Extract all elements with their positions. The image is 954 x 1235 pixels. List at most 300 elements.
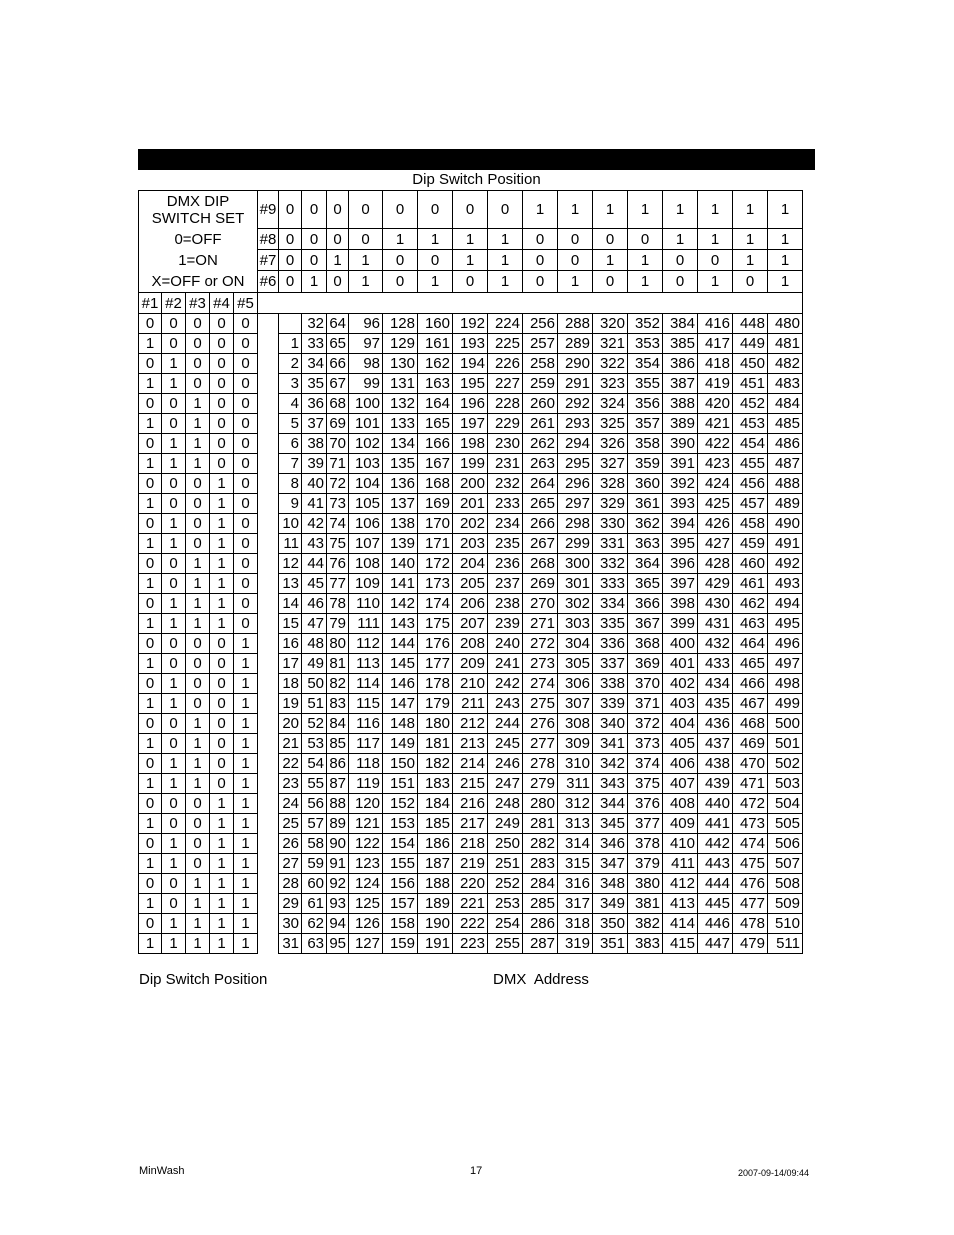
low-switch-value: 1 [210, 574, 234, 594]
low-switch-value: 0 [234, 494, 258, 514]
dmx-address-cell: 207 [453, 614, 488, 634]
low-switch-value: 1 [210, 934, 234, 954]
dmx-address-cell: 384 [663, 314, 698, 334]
dmx-address-cell: 280 [523, 794, 558, 814]
dmx-address-cell: 408 [663, 794, 698, 814]
low-switch-value: 0 [210, 334, 234, 354]
dmx-address-cell: 230 [488, 434, 523, 454]
dmx-address-table [138, 190, 803, 954]
dmx-address-cell: 443 [698, 854, 733, 874]
high-switch-label: #8 [258, 229, 279, 250]
dmx-address-cell: 149 [383, 734, 418, 754]
dmx-address-cell: 344 [593, 794, 628, 814]
dmx-address-cell: 465 [733, 654, 768, 674]
dmx-address-cell: 208 [453, 634, 488, 654]
dmx-address-cell: 48 [302, 634, 327, 654]
spacer-cell [258, 814, 279, 834]
spacer-cell [258, 554, 279, 574]
dmx-address-cell: 57 [302, 814, 327, 834]
high-switch-value: 0 [383, 271, 418, 293]
dmx-address-cell: 378 [628, 834, 663, 854]
dmx-address-cell: 147 [383, 694, 418, 714]
dmx-address-cell: 490 [768, 514, 803, 534]
dmx-address-cell: 171 [418, 534, 453, 554]
high-switch-value: 0 [663, 271, 698, 293]
dmx-address-cell: 119 [349, 774, 383, 794]
dmx-address-cell: 434 [698, 674, 733, 694]
dmx-address-cell: 244 [488, 714, 523, 734]
low-switch-value: 0 [210, 734, 234, 754]
spacer-cell [258, 674, 279, 694]
dmx-address-cell: 92 [327, 874, 349, 894]
dmx-address-cell: 206 [453, 594, 488, 614]
dmx-address-cell: 324 [593, 394, 628, 414]
dmx-address-cell: 396 [663, 554, 698, 574]
dmx-address-cell: 331 [593, 534, 628, 554]
dmx-address-cell: 59 [302, 854, 327, 874]
dmx-address-cell: 185 [418, 814, 453, 834]
dmx-address-cell: 235 [488, 534, 523, 554]
dmx-address-cell: 212 [453, 714, 488, 734]
low-switch-value: 1 [234, 854, 258, 874]
dmx-address-footnote: DMX Address [493, 971, 589, 988]
dmx-address-cell: 480 [768, 314, 803, 334]
dmx-address-cell: 249 [488, 814, 523, 834]
dmx-address-cell: 315 [558, 854, 593, 874]
dmx-address-cell: 409 [663, 814, 698, 834]
dmx-address-cell: 317 [558, 894, 593, 914]
low-switch-value: 0 [139, 434, 162, 454]
dmx-address-cell: 326 [593, 434, 628, 454]
dmx-address-cell: 500 [768, 714, 803, 734]
dmx-address-cell: 330 [593, 514, 628, 534]
dmx-address-cell: 466 [733, 674, 768, 694]
low-switch-value: 0 [186, 814, 210, 834]
high-switch-value: 1 [768, 191, 803, 229]
dmx-address-cell: 78 [327, 594, 349, 614]
low-switch-value: 0 [234, 414, 258, 434]
low-switch-value: 1 [234, 774, 258, 794]
high-switch-value: 0 [279, 250, 302, 271]
dmx-address-cell: 186 [418, 834, 453, 854]
dmx-address-cell: 37 [302, 414, 327, 434]
dmx-address-cell: 353 [628, 334, 663, 354]
dmx-address-cell: 292 [558, 394, 593, 414]
dmx-address-cell: 362 [628, 514, 663, 534]
dmx-address-cell: 182 [418, 754, 453, 774]
dmx-address-cell: 329 [593, 494, 628, 514]
spacer-cell [258, 654, 279, 674]
dmx-address-cell: 359 [628, 454, 663, 474]
dmx-address-cell: 193 [453, 334, 488, 354]
dmx-address-cell: 383 [628, 934, 663, 954]
dmx-address-cell: 439 [698, 774, 733, 794]
dmx-address-cell: 128 [383, 314, 418, 334]
high-switch-value: 0 [698, 250, 733, 271]
dmx-address-cell: 126 [349, 914, 383, 934]
dmx-address-cell: 44 [302, 554, 327, 574]
dmx-address-cell: 462 [733, 594, 768, 614]
dmx-address-cell: 93 [327, 894, 349, 914]
low-switch-value: 0 [210, 394, 234, 414]
dmx-address-cell: 246 [488, 754, 523, 774]
low-switch-value: 0 [186, 634, 210, 654]
low-switch-value: 1 [210, 514, 234, 534]
low-switch-value: 1 [210, 614, 234, 634]
dmx-address-cell: 432 [698, 634, 733, 654]
dmx-address-cell: 121 [349, 814, 383, 834]
low-switch-value: 0 [139, 834, 162, 854]
low-switch-label: #3 [186, 293, 210, 314]
high-switch-value: 0 [488, 191, 523, 229]
low-switch-value: 1 [186, 454, 210, 474]
dmx-address-cell: 406 [663, 754, 698, 774]
high-switch-value: 0 [663, 250, 698, 271]
dmx-address-cell: 285 [523, 894, 558, 914]
dmx-address-cell: 192 [453, 314, 488, 334]
dmx-address-cell: 308 [558, 714, 593, 734]
low-switch-value: 1 [186, 434, 210, 454]
dmx-address-cell: 250 [488, 834, 523, 854]
dmx-address-cell: 245 [488, 734, 523, 754]
spacer-cell [258, 634, 279, 654]
dmx-address-cell: 189 [418, 894, 453, 914]
dmx-address-cell: 194 [453, 354, 488, 374]
low-switch-value: 0 [139, 754, 162, 774]
dmx-address-cell: 158 [383, 914, 418, 934]
high-switch-value: 0 [733, 271, 768, 293]
spacer-cell [258, 334, 279, 354]
dmx-address-cell: 338 [593, 674, 628, 694]
dmx-address-cell: 19 [279, 694, 302, 714]
dmx-address-cell: 398 [663, 594, 698, 614]
dmx-address-cell: 467 [733, 694, 768, 714]
dmx-address-cell: 168 [418, 474, 453, 494]
dmx-address-cell: 321 [593, 334, 628, 354]
dmx-address-cell: 453 [733, 414, 768, 434]
dmx-address-cell: 368 [628, 634, 663, 654]
low-switch-value: 0 [162, 554, 186, 574]
dmx-address-cell: 428 [698, 554, 733, 574]
low-switch-value: 1 [210, 854, 234, 874]
dmx-address-cell: 481 [768, 334, 803, 354]
low-switch-value: 1 [234, 934, 258, 954]
low-switch-value: 1 [139, 894, 162, 914]
dmx-address-cell: 195 [453, 374, 488, 394]
dmx-address-cell: 139 [383, 534, 418, 554]
high-switch-value: 1 [698, 191, 733, 229]
low-switch-value: 0 [210, 414, 234, 434]
low-switch-value: 0 [234, 374, 258, 394]
dmx-address-cell: 225 [488, 334, 523, 354]
dmx-address-cell: 31 [279, 934, 302, 954]
dmx-address-cell: 6 [279, 434, 302, 454]
dmx-address-cell: 224 [488, 314, 523, 334]
dmx-address-cell: 148 [383, 714, 418, 734]
dmx-address-cell: 80 [327, 634, 349, 654]
low-switch-value: 1 [139, 614, 162, 634]
table-row [139, 834, 803, 854]
table-row [139, 814, 803, 834]
dmx-address-cell: 159 [383, 934, 418, 954]
dmx-address-cell: 145 [383, 654, 418, 674]
high-switch-value: 1 [628, 250, 663, 271]
dmx-address-cell: 181 [418, 734, 453, 754]
high-switch-value: 1 [327, 250, 349, 271]
dmx-address-cell: 405 [663, 734, 698, 754]
dmx-address-cell: 295 [558, 454, 593, 474]
dmx-address-cell: 256 [523, 314, 558, 334]
table-row [139, 794, 803, 814]
spacer-cell [258, 614, 279, 634]
dmx-address-cell: 498 [768, 674, 803, 694]
dmx-address-cell: 268 [523, 554, 558, 574]
dmx-address-cell: 150 [383, 754, 418, 774]
low-switch-value: 1 [210, 534, 234, 554]
dmx-address-cell: 18 [279, 674, 302, 694]
low-switch-value: 0 [186, 494, 210, 514]
dmx-address-cell: 64 [327, 314, 349, 334]
dmx-address-cell: 392 [663, 474, 698, 494]
dmx-address-cell: 105 [349, 494, 383, 514]
table-row [139, 374, 803, 394]
dmx-address-cell: 435 [698, 694, 733, 714]
dmx-address-cell: 507 [768, 854, 803, 874]
low-switch-value: 0 [210, 374, 234, 394]
spacer-cell [258, 574, 279, 594]
table-row [139, 654, 803, 674]
dmx-address-cell: 503 [768, 774, 803, 794]
dmx-address-cell: 423 [698, 454, 733, 474]
dmx-address-cell: 281 [523, 814, 558, 834]
dmx-address-cell: 251 [488, 854, 523, 874]
dmx-address-cell: 318 [558, 914, 593, 934]
dmx-address-cell: 334 [593, 594, 628, 614]
dmx-address-cell: 180 [418, 714, 453, 734]
high-switch-value: 0 [383, 191, 418, 229]
high-switch-value: 0 [593, 229, 628, 250]
dmx-address-cell: 210 [453, 674, 488, 694]
dmx-address-cell: 94 [327, 914, 349, 934]
dmx-address-cell: 417 [698, 334, 733, 354]
dmx-address-cell: 494 [768, 594, 803, 614]
dmx-address-cell: 242 [488, 674, 523, 694]
dmx-address-cell: 478 [733, 914, 768, 934]
spacer-cell [258, 834, 279, 854]
dmx-address-cell: 161 [418, 334, 453, 354]
dmx-address-cell: 201 [453, 494, 488, 514]
dmx-address-cell: 293 [558, 414, 593, 434]
low-switch-value: 0 [139, 314, 162, 334]
low-switch-value: 0 [186, 674, 210, 694]
high-switch-value: 0 [523, 229, 558, 250]
dmx-address-cell: 379 [628, 854, 663, 874]
dmx-address-cell: 508 [768, 874, 803, 894]
low-switch-value: 1 [139, 414, 162, 434]
dmx-address-cell: 431 [698, 614, 733, 634]
dmx-address-cell: 304 [558, 634, 593, 654]
spacer-cell [258, 534, 279, 554]
dmx-address-cell: 343 [593, 774, 628, 794]
dmx-address-cell: 403 [663, 694, 698, 714]
dmx-address-cell: 176 [418, 634, 453, 654]
low-switch-value: 0 [139, 474, 162, 494]
dmx-address-cell: 240 [488, 634, 523, 654]
dmx-address-cell: 418 [698, 354, 733, 374]
dmx-address-cell: 102 [349, 434, 383, 454]
dmx-address-cell: 485 [768, 414, 803, 434]
dmx-address-cell: 237 [488, 574, 523, 594]
dmx-address-cell: 33 [302, 334, 327, 354]
table-row [139, 334, 803, 354]
dmx-address-cell: 220 [453, 874, 488, 894]
high-switch-value: 0 [383, 250, 418, 271]
low-switch-value: 1 [210, 474, 234, 494]
dmx-address-cell: 184 [418, 794, 453, 814]
high-switch-value: 1 [558, 271, 593, 293]
dmx-address-cell: 118 [349, 754, 383, 774]
low-switch-value: 1 [162, 614, 186, 634]
dmx-address-cell: 339 [593, 694, 628, 714]
blank-cell [258, 293, 803, 314]
high-switch-value: 0 [327, 271, 349, 293]
dmx-address-cell: 416 [698, 314, 733, 334]
dmx-address-cell: 17 [279, 654, 302, 674]
dmx-address-cell: 375 [628, 774, 663, 794]
dmx-address-cell: 381 [628, 894, 663, 914]
dmx-address-cell: 450 [733, 354, 768, 374]
legend-line: X=OFF or ON [139, 271, 258, 293]
dmx-address-empty-cell [279, 314, 302, 334]
dmx-address-cell: 283 [523, 854, 558, 874]
dmx-address-cell: 391 [663, 454, 698, 474]
low-switch-value: 0 [186, 654, 210, 674]
low-switch-value: 0 [186, 534, 210, 554]
dmx-address-cell: 125 [349, 894, 383, 914]
dmx-address-cell: 154 [383, 834, 418, 854]
dmx-address-cell: 62 [302, 914, 327, 934]
low-switch-value: 1 [234, 654, 258, 674]
low-switch-value: 0 [210, 654, 234, 674]
spacer-cell [258, 414, 279, 434]
dmx-address-cell: 174 [418, 594, 453, 614]
low-switch-value: 1 [210, 594, 234, 614]
high-switch-value: 0 [418, 250, 453, 271]
low-switch-value: 1 [162, 514, 186, 534]
dmx-address-cell: 129 [383, 334, 418, 354]
dmx-address-cell: 144 [383, 634, 418, 654]
low-switch-value: 1 [210, 914, 234, 934]
low-switch-value: 0 [186, 354, 210, 374]
dmx-address-cell: 142 [383, 594, 418, 614]
dmx-address-cell: 305 [558, 654, 593, 674]
low-switch-value: 0 [186, 834, 210, 854]
dmx-address-cell: 265 [523, 494, 558, 514]
dmx-address-cell: 386 [663, 354, 698, 374]
high-switch-label: #9 [258, 191, 279, 229]
table-row [139, 434, 803, 454]
low-switch-label: #5 [234, 293, 258, 314]
low-switch-value: 0 [210, 714, 234, 734]
dmx-address-cell: 127 [349, 934, 383, 954]
dmx-address-cell: 424 [698, 474, 733, 494]
high-switch-value: 0 [349, 229, 383, 250]
dmx-address-cell: 73 [327, 494, 349, 514]
low-switch-value: 0 [234, 534, 258, 554]
low-switch-value: 0 [139, 514, 162, 534]
dmx-address-cell: 266 [523, 514, 558, 534]
spacer-cell [258, 734, 279, 754]
dmx-address-cell: 291 [558, 374, 593, 394]
dmx-address-cell: 313 [558, 814, 593, 834]
spacer-cell [258, 854, 279, 874]
dmx-address-cell: 275 [523, 694, 558, 714]
dmx-address-cell: 253 [488, 894, 523, 914]
table-row [139, 874, 803, 894]
dmx-address-cell: 287 [523, 934, 558, 954]
high-switch-value: 1 [733, 229, 768, 250]
low-switch-value: 1 [186, 574, 210, 594]
dmx-address-cell: 15 [279, 614, 302, 634]
low-switch-value: 0 [234, 474, 258, 494]
low-switch-value: 0 [234, 514, 258, 534]
dmx-address-cell: 108 [349, 554, 383, 574]
dmx-address-cell: 497 [768, 654, 803, 674]
dmx-address-cell: 402 [663, 674, 698, 694]
dmx-address-cell: 278 [523, 754, 558, 774]
low-switch-value: 1 [139, 654, 162, 674]
dmx-address-cell: 233 [488, 494, 523, 514]
table-row [139, 674, 803, 694]
dmx-address-cell: 351 [593, 934, 628, 954]
low-switch-value: 1 [186, 734, 210, 754]
dmx-address-cell: 284 [523, 874, 558, 894]
dmx-address-cell: 239 [488, 614, 523, 634]
dmx-address-cell: 111 [349, 614, 383, 634]
dmx-address-cell: 345 [593, 814, 628, 834]
low-switch-value: 1 [234, 714, 258, 734]
dmx-address-cell: 264 [523, 474, 558, 494]
dmx-address-cell: 146 [383, 674, 418, 694]
low-switch-value: 1 [234, 874, 258, 894]
high-switch-value: 1 [453, 250, 488, 271]
dmx-address-cell: 151 [383, 774, 418, 794]
dmx-address-cell: 366 [628, 594, 663, 614]
dmx-address-cell: 294 [558, 434, 593, 454]
high-switch-value: 1 [593, 250, 628, 271]
dmx-address-cell: 413 [663, 894, 698, 914]
dmx-address-cell: 203 [453, 534, 488, 554]
high-switch-value: 1 [418, 271, 453, 293]
high-switch-value: 0 [558, 250, 593, 271]
dmx-address-cell: 463 [733, 614, 768, 634]
dmx-address-cell: 170 [418, 514, 453, 534]
low-switch-value: 1 [162, 694, 186, 714]
dmx-address-cell: 473 [733, 814, 768, 834]
high-switch-value: 0 [593, 271, 628, 293]
spacer-cell [258, 934, 279, 954]
high-switch-value: 1 [349, 271, 383, 293]
dmx-address-cell: 191 [418, 934, 453, 954]
footer-page-number: 17 [470, 1165, 483, 1177]
dmx-address-cell: 506 [768, 834, 803, 854]
dmx-address-cell: 175 [418, 614, 453, 634]
dmx-address-cell: 8 [279, 474, 302, 494]
low-switch-value: 0 [162, 574, 186, 594]
dmx-address-cell: 257 [523, 334, 558, 354]
legend-line: 0=OFF [139, 229, 258, 250]
low-switch-value: 1 [234, 914, 258, 934]
